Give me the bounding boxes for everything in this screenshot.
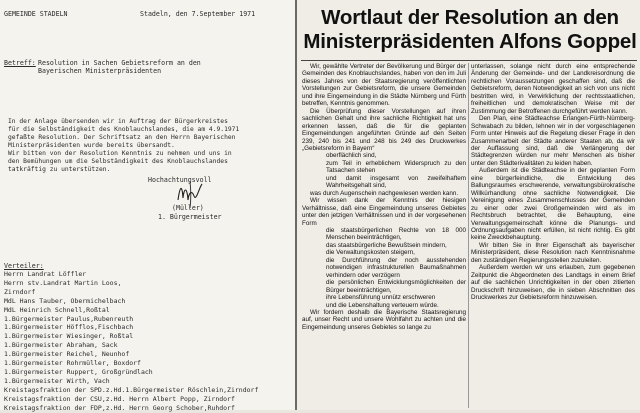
closing: Hochachtungsvoll [148,176,212,184]
recipient: Herrn Landrat Löffler [4,270,87,278]
article-paragraph: Wir bitten Sie in Ihrer Eigenschaft als bayerischer Ministerpräsident, diese Resolution nach Kenntnisnahme den zuständigen Regierungsstellen zuzuleiten. [471,241,635,264]
body-line: Ministerpräsidenten wurde bereits übersandt. [8,142,175,149]
recipient: 1.Bürgermeister Wirth, Vach [4,376,110,385]
article-paragraph: oberflächlich sind, [326,152,377,160]
column-divider [468,63,469,408]
recipient: Kreistagsfraktion der FDP,z.Hd. Herrn Georg Schober,Ruhdorf [4,403,235,412]
article-paragraph: Wir, gewählte Vertreter der Bevölkerung und Bürger der Gemeinden des Knoblauchslandes, haben von den im Juli dieses Jahres von der Staatsregierung veröffentlichten Vorstellungen zur Gebietsreform, die unsere Gemeinden und ihre Eingemeindung in die Städte Nürnberg und Fürth betreffen, Kenntnis genommen. [302,63,466,108]
article-paragraph: Außerdem ist die Städteachse in der geplanten Form eine bürgerfeindliche, die Entwicklung des Ballungsraumes erschwerende, verwaltungsbürokratische Willkürhandlung ohne sachliche Notwendigkeit. Die Vereinigung eines Zusammenschlusses der Gemeinden zu einer oder zwei Großgemeinden wird als im Rechtsbruch betrachtet, die Behauptung, eine Verwaltungsgemeinschaft könne die Planungs- und Ordnungsaufgaben nicht erfüllen, ist nicht richtig. Es gibt keine Zweckbehauptung. [471,167,635,242]
body-line: für die Selbständigkeit des Knoblauchslandes, die am 4.9.1971 [8,126,240,133]
article-paragraph: Wir fordern deshalb die Bayerische Staatsregierung auf, unser Recht und unsere Wohlfahrt zu achten und die Eingemeindung unseres Gebietes so lange zu [302,308,466,331]
body-line: gefaßte Resolution. Der Schriftsatz an den Herrn Bayerischen [8,134,236,141]
recipient: MdL Heinrich Schnell,Roßtal [4,305,110,314]
distribution-list [4,270,294,413]
signer-title: 1. Bürgermeister [158,213,222,221]
recipient: 1.Bürgermeister Ruppert, Großgründlach [4,367,153,376]
article-paragraph: das staatsbürgerliche Bewußtsein mindern, [326,241,447,249]
article-right-column [471,63,635,302]
article-left-column [302,63,466,331]
subject-line-2: Bayerischen Ministerpräsidenten [38,67,162,75]
subject-label: Betreff: [4,59,36,67]
recipient: 1.Bürgermeister Reichel, Neunhof [4,350,130,359]
distribution-heading: Verteiler: [4,262,44,270]
recipient: Kreistagsfraktion der CSU,z.Hd. Herrn Albert Popp, Zirndorf [4,394,235,403]
article-paragraph: und damit insgesamt von zweifelhaftem Wahrheitsgehalt sind, [326,174,466,190]
article-paragraph: die persönlichen Entwicklungsmöglichkeiten der Bürger beeinträchtigen, [326,279,466,294]
headline-rule [301,60,637,61]
body-line: den Bemühungen um die Selbständigkeit des Knoblauchslandes [8,158,228,165]
article-paragraph: unterlassen, solange nicht durch eine entsprechende Änderung der Gemeinde- und der Landkreisordnung die rechtlichen Voraussetzungen geschaffen sind, daß die Gebietsreform, deren Notwendigkeit an sich von uns nicht bestritten wird, in Verwirklichung der rechtsstaatlichen, freiheitlichen und demokratischen Weise mit der Zustimmung der Betroffenen durchgeführt werden kann. [471,63,635,115]
body-line: tatkräftig zu unterstützen. [8,166,111,173]
headline-line-1: Wortlaut der Resolution an den [321,6,619,29]
article-paragraph: Den Plan, eine Städteachse Erlangen-Fürth-Nürnberg-Schwabach zu bilden, lehnen wir in der vorgeschlagenen Form unter Hinweis auf die Regelung dieser Frage in den Zusammenarbeit der Städte anderer Staaten ab, da wir der Auffassung sind, daß die Verlängerung der Städtegrenzen würden nur mehr Menschen als bisher unter den Städterivalitäten zu leiden haben. [471,115,635,167]
letter-body [8,118,292,174]
headline [303,6,637,54]
newspaper-clipping [297,0,640,410]
body-line: Wir bitten von der Resolution Kenntnis zu nehmen und uns in [8,150,232,157]
typewritten-letter [0,0,296,410]
recipient: MdL Hans Tauber, Obermichelbach [4,296,126,305]
sender-name: GEMEINDE STADELN [4,10,68,18]
article-paragraph: die Verwaltungskosten steigern, [326,249,415,257]
recipient: Kreistagsfraktion der SPD.z.Hd.1.Bürgermeister Röschlein,Zirndorf [4,385,259,394]
article-paragraph: die Durchführung der noch ausstehenden notwendigen infrastrukturellen Baumaßnahmen verhindern oder verzögern [326,256,466,279]
recipient: 1.Bürgermeister Wiesinger, Roßtal [4,332,134,341]
recipient: 1.Bürgermeister Höfflos,Fischbach [4,323,134,332]
recipient: 1.Bürgermeister Paulus,Rubenreuth [4,314,134,323]
recipient: Herrn stv.Landrat Martin Loos, [4,278,122,287]
article-paragraph: Außerdem werden wir uns erlauben, zum gegebenen Zeitpunkt die Abgeordneten des Landtags in einem Brief auf die sachlichen Unrichtigkeiten in der oben zitierten Druckschrift hinzuweisen, die in sieben Abschnitten des Druckwerkes zur Gebietsreform hinzuweisen. [471,264,635,302]
dateline: Stadeln, den 7.September 1971 [140,10,256,18]
article-paragraph: ihre Lebensführung unnütz erschweren [326,294,436,302]
article-paragraph: zum Teil in erheblichem Widerspruch zu den Tatsachen stehen [326,159,466,175]
recipient: Zirndorf [4,287,36,296]
recipient: 1.Bürgermeister Abraham, Sack [4,341,118,350]
article-paragraph: und die Lebenshaltung verteuern würde. [326,301,439,309]
subject-line-1: Resolution in Sachen Gebietsreform an den [38,59,201,67]
signer-name: (Müller) [172,204,204,212]
article-paragraph: die staatsbürgerlichen Rechte von 18 000 Menschen beeinträchtigen, [326,226,466,242]
article-paragraph: Die Überprüfung dieser Vorstellungen auf ihren sachlichen Gehalt und ihre sachliche Richtigkeit hat uns erkennen lassen, daß die für die geplanten Eingemeindungen angeführten Gründe auf den Seiten 239, 240 bis 241 und 248 bis 249 des Druckwerkes „Gebietsreform in Bayern“ [302,107,466,152]
headline-line-2: Ministerpräsidenten Alfons Goppel [303,30,637,53]
recipient: 1.Bürgermeister Rohrmüller, Boxdorf [4,359,141,368]
article-paragraph: was durch Augenschein nachgewiesen werden kann. [310,189,459,197]
article-paragraph: Wir wissen dank der Kenntnis der hiesigen Verhältnisse, daß eine Eingemeindung unseres Gebietes unter den jetzigen Verhältnissen und in der vorgesehenen Form [302,197,466,227]
body-line: In der Anlage übersenden wir in Auftrag der Bürgerkreistes [8,118,228,125]
